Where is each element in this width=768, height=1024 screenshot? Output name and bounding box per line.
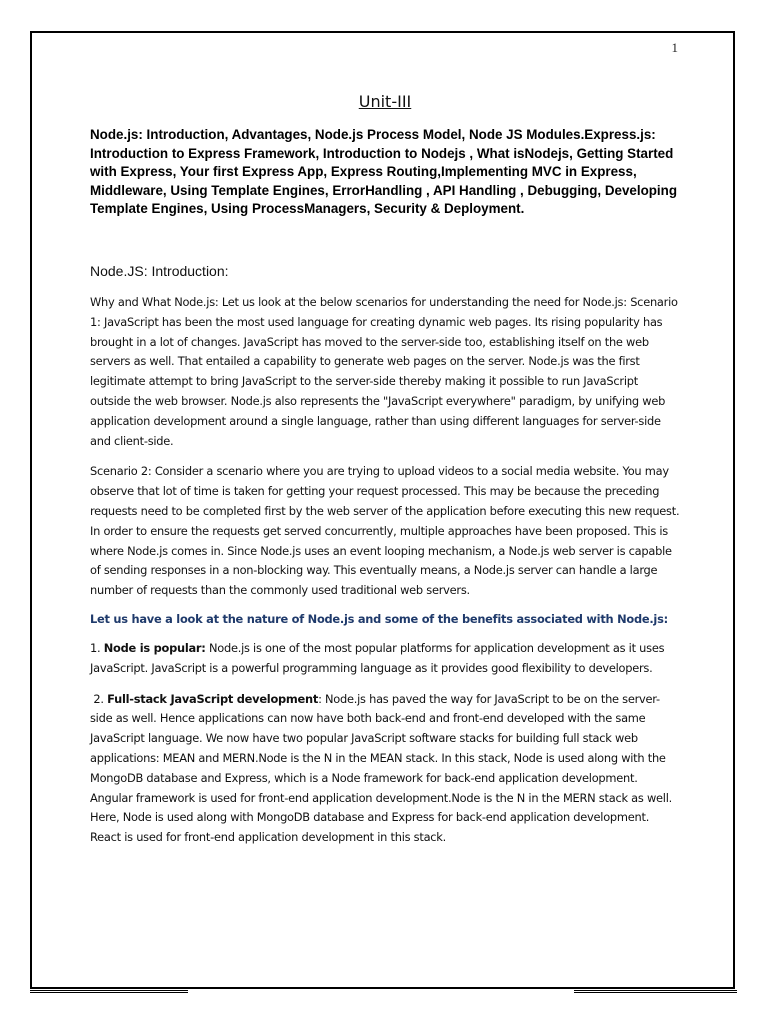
benefit-number: 2. (93, 691, 104, 706)
bottom-rule-right (574, 990, 737, 993)
bottom-rule-left (30, 990, 188, 993)
document-content (90, 92, 680, 859)
paragraph-why-what: Why and What Node.js: Let us look at the below scenarios for understanding the need for Node.js: Scenario 1: JavaScript has been the most used language for creating dynamic web pages. Its rising popularity has brought in a lot of changes. JavaScript has moved to the server-side too, establishing itself on the web servers as well. That entailed a capability to generate web pages on the server. Node.js was the first legitimate attempt to bring JavaScript to the server-side thereby making it possible to run JavaScript outside the web browser. Node.js also represents the "JavaScript everywhere" paradigm, by unifying web application development around a single language, rather than using different languages for server-side and client-side. (90, 294, 678, 448)
benefit-text: : Node.js has paved the way for JavaScript to be on the server-side as well. Hence applications can now have both back-end and front-end developed with the same JavaScript language. We now have two popular JavaScript software stacks for building full stack web applications: MEAN and MERN.Node is the N in the MEAN stack. In this stack, Node is used along with the MongoDB database and Express, which is a Node framework for back-end application development. Angular framework is used for front-end application development.Node is the N in the MERN stack as well. Here, Node is used along with MongoDB database and Express for back-end application development. React is used for front-end application development in this stack. (90, 691, 672, 845)
benefit-number: 1. (90, 640, 101, 655)
benefits-heading: Let us have a look at the nature of Node.js and some of the benefits associated with Node.js: (90, 611, 668, 626)
benefit-title: Full-stack JavaScript development (107, 691, 319, 706)
section-heading: Node.JS: Introduction: (90, 262, 229, 279)
page-number: 1 (671, 40, 678, 55)
benefit-item-fullstack (90, 690, 680, 848)
syllabus-topics: Node.js: Introduction, Advantages, Node.js Process Model, Node JS Modules.Express.js: Introduction to Express Framework, Introduction to Nodejs , What isNodejs, Getting Started with Express, Your first Express App, Express Routing,Implementing MVC in Express, Middleware, Using Template Engines, ErrorHandling , API Handling , Debugging, Developing Template Engines, Using ProcessManagers, Security & Deployment. (90, 127, 678, 217)
benefit-text: Node.js is one of the most popular platforms for application development as it uses JavaScript. JavaScript is a powerful programming language as it provides good flexibility to developers. (90, 640, 665, 675)
unit-title: Unit-III (358, 92, 412, 111)
paragraph-scenario-2: Scenario 2: Consider a scenario where you are trying to upload videos to a social media website. You may observe that lot of time is taken for getting your request processed. This may be because the preceding requests need to be completed first by the web server of the application before executing this new request. In order to ensure the requests get served concurrently, multiple approaches have been proposed. This is where Node.js comes in. Since Node.js uses an event looping mechanism, a Node.js web server is capable of sending responses in a non-blocking way. This eventually means, a Node.js server can handle a large number of requests than the commonly used traditional web servers. (90, 464, 680, 598)
benefit-title: Node is popular: (103, 640, 206, 655)
benefit-item-popular (90, 639, 680, 679)
